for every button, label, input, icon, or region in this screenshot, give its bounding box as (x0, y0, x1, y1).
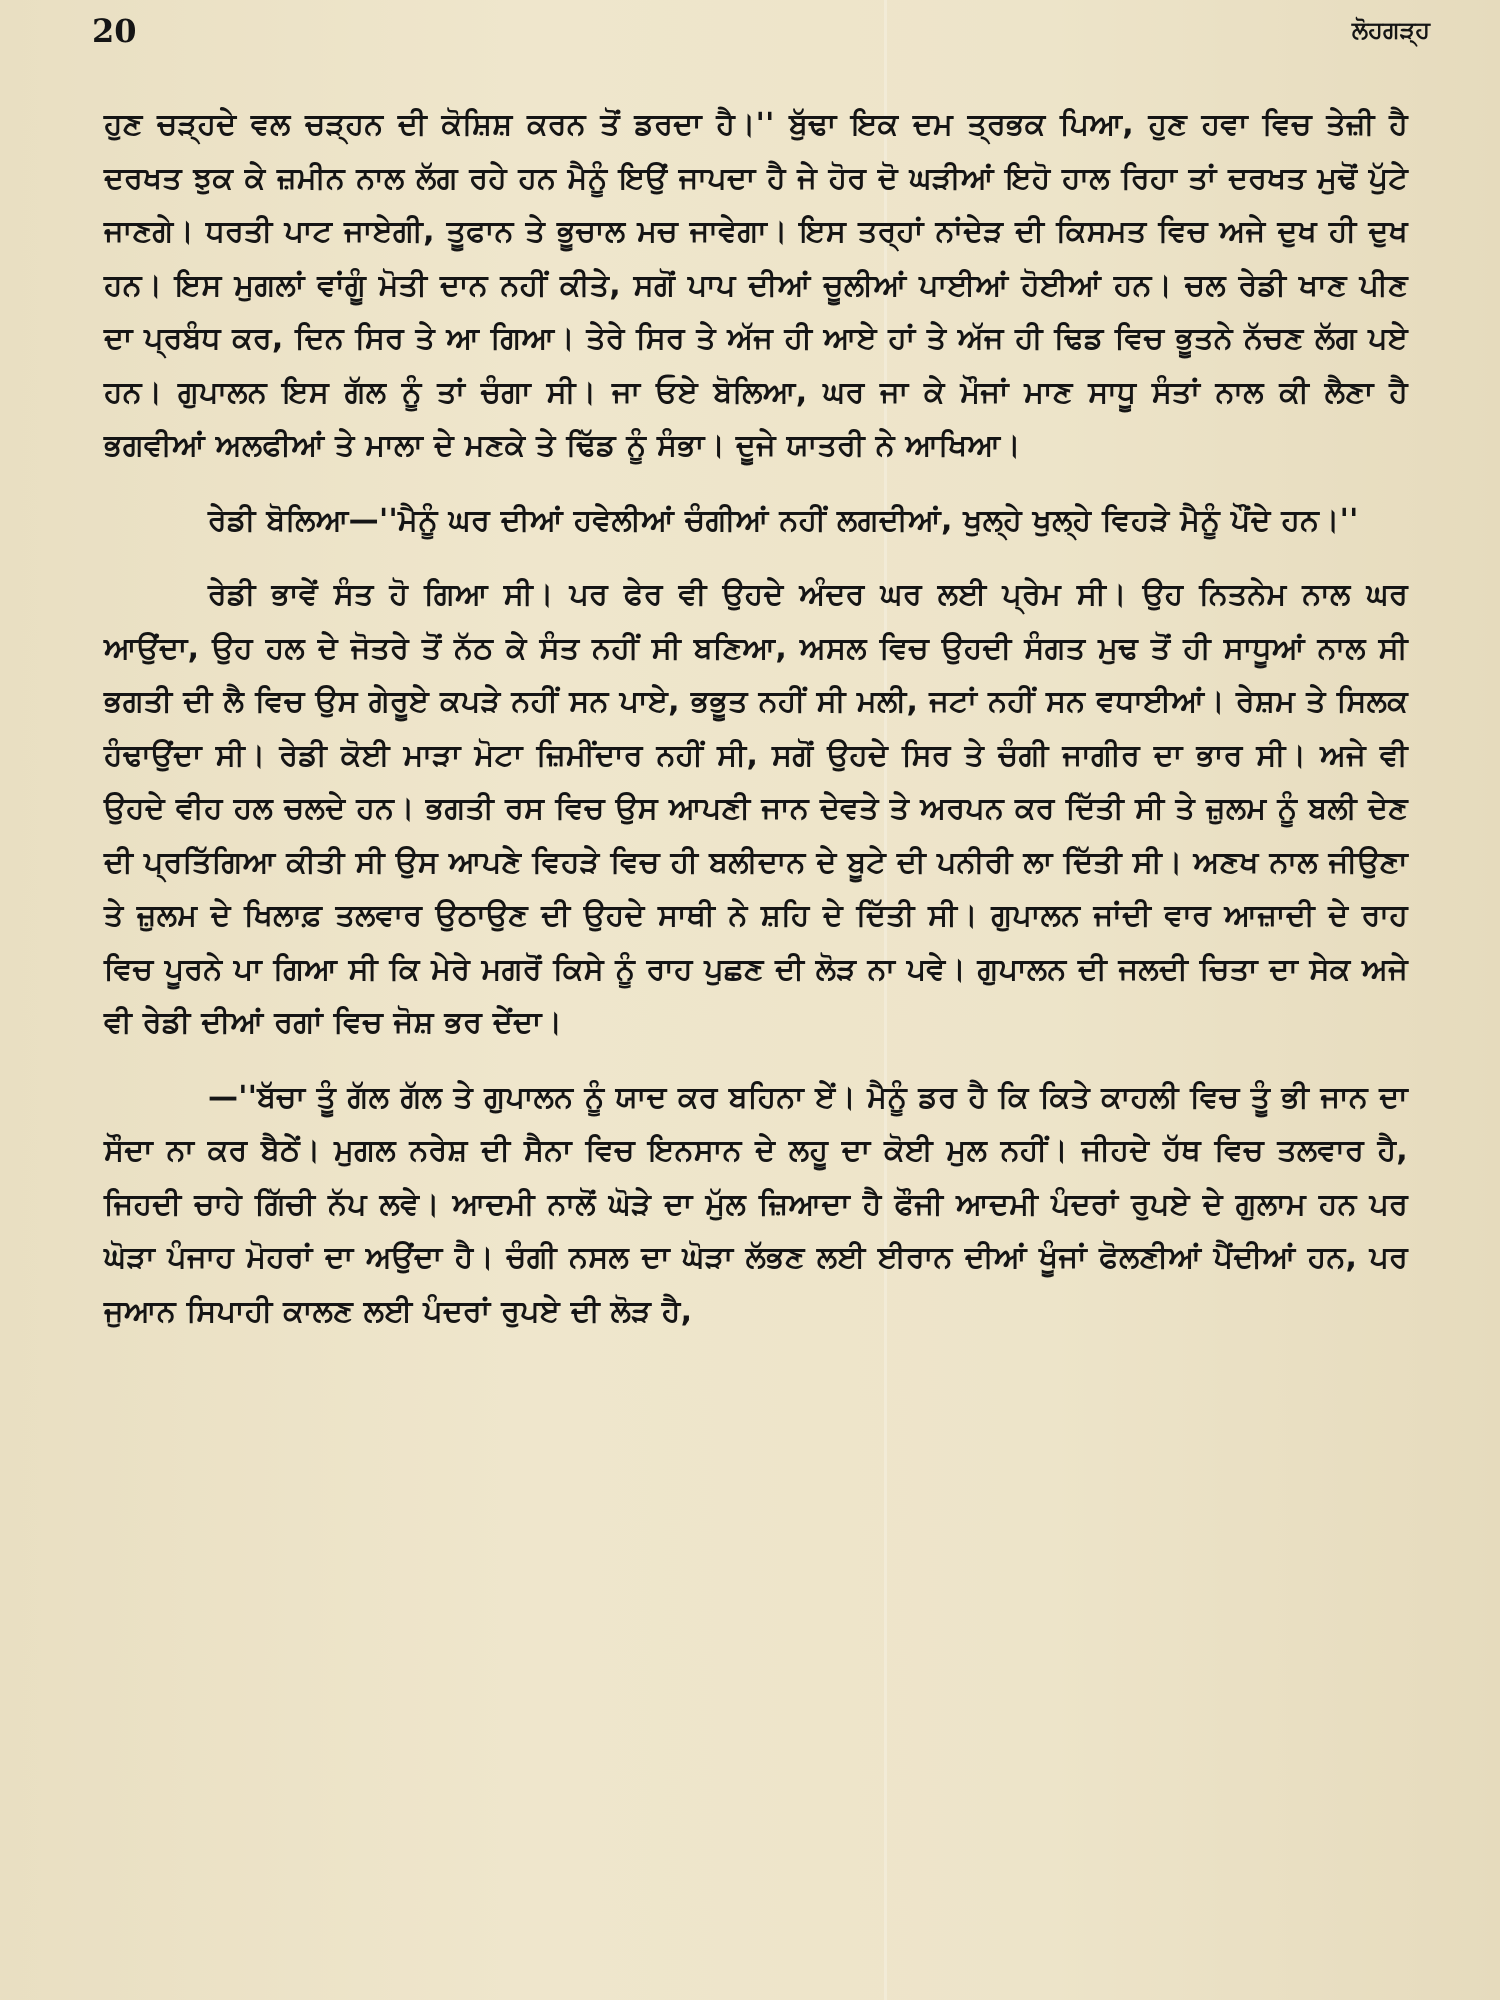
paragraph-3: ਰੇਡੀ ਭਾਵੇਂ ਸੰਤ ਹੋ ਗਿਆ ਸੀ। ਪਰ ਫੇਰ ਵੀ ਉਹਦੇ ਅੰਦਰ ਘਰ ਲਈ ਪ੍ਰੇਮ ਸੀ। ਉਹ ਨਿਤਨੇਮ ਨਾਲ ਘਰ ਆਉਂਦਾ, ਉਹ ਹਲ ਦੇ ਜੋਤਰੇ ਤੋਂ ਨੱਠ ਕੇ ਸੰਤ ਨਹੀਂ ਸੀ ਬਣਿਆ, ਅਸਲ ਵਿਚ ਉਹਦੀ ਸੰਗਤ ਮੁਢ ਤੋਂ ਹੀ ਸਾਧੂਆਂ ਨਾਲ ਸੀ ਭਗਤੀ ਦੀ ਲੈ ਵਿਚ ਉਸ ਗੇਰੂਏ ਕਪੜੇ ਨਹੀਂ ਸਨ ਪਾਏ, ਭਭੂਤ ਨਹੀਂ ਸੀ ਮਲੀ, ਜਟਾਂ ਨਹੀਂ ਸਨ ਵਧਾਈਆਂ। ਰੇਸ਼ਮ ਤੇ ਸਿਲਕ ਹੰਢਾਉਂਦਾ ਸੀ। ਰੇਡੀ ਕੋਈ ਮਾੜਾ ਮੋਟਾ ਜ਼ਿਮੀਂਦਾਰ ਨਹੀਂ ਸੀ, ਸਗੋਂ ਉਹਦੇ ਸਿਰ ਤੇ ਚੰਗੀ ਜਾਗੀਰ ਦਾ ਭਾਰ ਸੀ। ਅਜੇ ਵੀ ਉਹਦੇ ਵੀਹ ਹਲ ਚਲਦੇ ਹਨ। ਭਗਤੀ ਰਸ ਵਿਚ ਉਸ ਆਪਣੀ ਜਾਨ ਦੇਵਤੇ ਤੇ ਅਰਪਨ ਕਰ ਦਿੱਤੀ ਸੀ ਤੇ ਜ਼ੁਲਮ ਨੂੰ ਬਲੀ ਦੇਣ ਦੀ ਪ੍ਰਤਿੱਗਿਆ ਕੀਤੀ ਸੀ ਉਸ ਆਪਣੇ ਵਿਹੜੇ ਵਿਚ ਹੀ ਬਲੀਦਾਨ ਦੇ ਬੂਟੇ ਦੀ ਪਨੀਰੀ ਲਾ ਦਿੱਤੀ ਸੀ। ਅਣਖ ਨਾਲ ਜੀਉਣਾ ਤੇ ਜ਼ੁਲਮ ਦੇ ਖਿਲਾਫ਼ ਤਲਵਾਰ ਉਠਾਉਣ ਦੀ ਉਹਦੇ ਸਾਥੀ ਨੇ ਸ਼ਹਿ ਦੇ ਦਿੱਤੀ ਸੀ। ਗੁਪਾਲਨ ਜਾਂਦੀ ਵਾਰ ਆਜ਼ਾਦੀ ਦੇ ਰਾਹ ਵਿਚ ਪੂਰਨੇ ਪਾ ਗਿਆ ਸੀ ਕਿ ਮੇਰੇ ਮਗਰੋਂ ਕਿਸੇ ਨੂੰ ਰਾਹ ਪੁਛਣ ਦੀ ਲੋੜ ਨਾ ਪਵੇ। ਗੁਪਾਲਨ ਦੀ ਜਲਦੀ ਚਿਤਾ ਦਾ ਸੇਕ ਅਜੇ ਵੀ ਰੇਡੀ ਦੀਆਂ ਰਗਾਂ ਵਿਚ ਜੋਸ਼ ਭਰ ਦੇਂਦਾ। (104, 577, 1408, 1040)
page-header (0, 0, 1500, 70)
paragraph-1: ਹੁਣ ਚੜ੍ਹਦੇ ਵਲ ਚੜ੍ਹਨ ਦੀ ਕੋਸ਼ਿਸ਼ ਕਰਨ ਤੋਂ ਡਰਦਾ ਹੈ।'' ਬੁੱਢਾ ਇਕ ਦਮ ਤ੍ਰਭਕ ਪਿਆ, ਹੁਣ ਹਵਾ ਵਿਚ ਤੇਜ਼ੀ ਹੈ ਦਰਖਤ ਝੁਕ ਕੇ ਜ਼ਮੀਨ ਨਾਲ ਲੱਗ ਰਹੇ ਹਨ ਮੈਨੂੰ ਇਉਂ ਜਾਪਦਾ ਹੈ ਜੇ ਹੋਰ ਦੋ ਘੜੀਆਂ ਇਹੋ ਹਾਲ ਰਿਹਾ ਤਾਂ ਦਰਖਤ ਮੁਢੋਂ ਪੁੱਟੇ ਜਾਣਗੇ। ਧਰਤੀ ਪਾਟ ਜਾਏਗੀ, ਤੂਫਾਨ ਤੇ ਭੂਚਾਲ ਮਚ ਜਾਵੇਗਾ। ਇਸ ਤਰ੍ਹਾਂ ਨਾਂਦੇੜ ਦੀ ਕਿਸਮਤ ਵਿਚ ਅਜੇ ਦੁਖ ਹੀ ਦੁਖ ਹਨ। ਇਸ ਮੁਗਲਾਂ ਵਾਂਗੂੰ ਮੋਤੀ ਦਾਨ ਨਹੀਂ ਕੀਤੇ, ਸਗੋਂ ਪਾਪ ਦੀਆਂ ਚੂਲੀਆਂ ਪਾਈਆਂ ਹੋਈਆਂ ਹਨ। ਚਲ ਰੇਡੀ ਖਾਣ ਪੀਣ ਦਾ ਪ੍ਰਬੰਧ ਕਰ, ਦਿਨ ਸਿਰ ਤੇ ਆ ਗਿਆ। ਤੇਰੇ ਸਿਰ ਤੇ ਅੱਜ ਹੀ ਆਏ ਹਾਂ ਤੇ ਅੱਜ ਹੀ ਢਿਡ ਵਿਚ ਭੂਤਨੇ ਨੱਚਣ ਲੱਗ ਪਏ ਹਨ। ਗੁਪਾਲਨ ਇਸ ਗੱਲ ਨੂੰ ਤਾਂ ਚੰਗਾ ਸੀ। ਜਾ ਓਏ ਬੋਲਿਆ, ਘਰ ਜਾ ਕੇ ਮੌਜਾਂ ਮਾਣ ਸਾਧੂ ਸੰਤਾਂ ਨਾਲ ਕੀ ਲੈਣਾ ਹੈ ਭਗਵੀਆਂ ਅਲਫੀਆਂ ਤੇ ਮਾਲਾ ਦੇ ਮਣਕੇ ਤੇ ਢਿੱਡ ਨੂੰ ਸੰਭਾ। ਦੂਜੇ ਯਾਤਰੀ ਨੇ ਆਖਿਆ। (104, 107, 1408, 463)
paragraph-2: ਰੇਡੀ ਬੋਲਿਆ—''ਮੈਨੂੰ ਘਰ ਦੀਆਂ ਹਵੇਲੀਆਂ ਚੰਗੀਆਂ ਨਹੀਂ ਲਗਦੀਆਂ, ਖੁਲ੍ਹੇ ਖੁਲ੍ਹੇ ਵਿਹੜੇ ਮੈਨੂੰ ਪੌਂਦੇ ਹਨ।'' (208, 502, 1359, 538)
running-title: ਲੋਹਗੜ੍ਹ (1351, 16, 1430, 44)
page-body (104, 98, 1408, 1338)
page-number: 20 (92, 12, 137, 50)
paragraph-4: —''ਬੱਚਾ ਤੂੰ ਗੱਲ ਗੱਲ ਤੇ ਗੁਪਾਲਨ ਨੂੰ ਯਾਦ ਕਰ ਬਹਿਨਾ ਏਂ। ਮੈਨੂੰ ਡਰ ਹੈ ਕਿ ਕਿਤੇ ਕਾਹਲੀ ਵਿਚ ਤੂੰ ਭੀ ਜਾਨ ਦਾ ਸੌਦਾ ਨਾ ਕਰ ਬੈਠੇਂ। ਮੁਗਲ ਨਰੇਸ਼ ਦੀ ਸੈਨਾ ਵਿਚ ਇਨਸਾਨ ਦੇ ਲਹੂ ਦਾ ਕੋਈ ਮੁਲ ਨਹੀਂ। ਜੀਹਦੇ ਹੱਥ ਵਿਚ ਤਲਵਾਰ ਹੈ, ਜਿਹਦੀ ਚਾਹੇ ਗਿੱਚੀ ਨੱਪ ਲਵੇ। ਆਦਮੀ ਨਾਲੋਂ ਘੋੜੇ ਦਾ ਮੁੱਲ ਜ਼ਿਆਦਾ ਹੈ ਫੌਜੀ ਆਦਮੀ ਪੰਦਰਾਂ ਰੁਪਏ ਦੇ ਗੁਲਾਮ ਹਨ ਪਰ ਘੋੜਾ ਪੰਜਾਹ ਮੋਹਰਾਂ ਦਾ ਅਉਂਦਾ ਹੈ। ਚੰਗੀ ਨਸਲ ਦਾ ਘੋੜਾ ਲੱਭਣ ਲਈ ਈਰਾਨ ਦੀਆਂ ਖੂੰਜਾਂ ਫੋਲਣੀਆਂ ਪੈਂਦੀਆਂ ਹਨ, ਪਰ ਜੁਆਨ ਸਿਪਾਹੀ ਕਾਲਣ ਲਈ ਪੰਦਰਾਂ ਰੁਪਏ ਦੀ ਲੋੜ ਹੈ, (104, 1079, 1408, 1329)
